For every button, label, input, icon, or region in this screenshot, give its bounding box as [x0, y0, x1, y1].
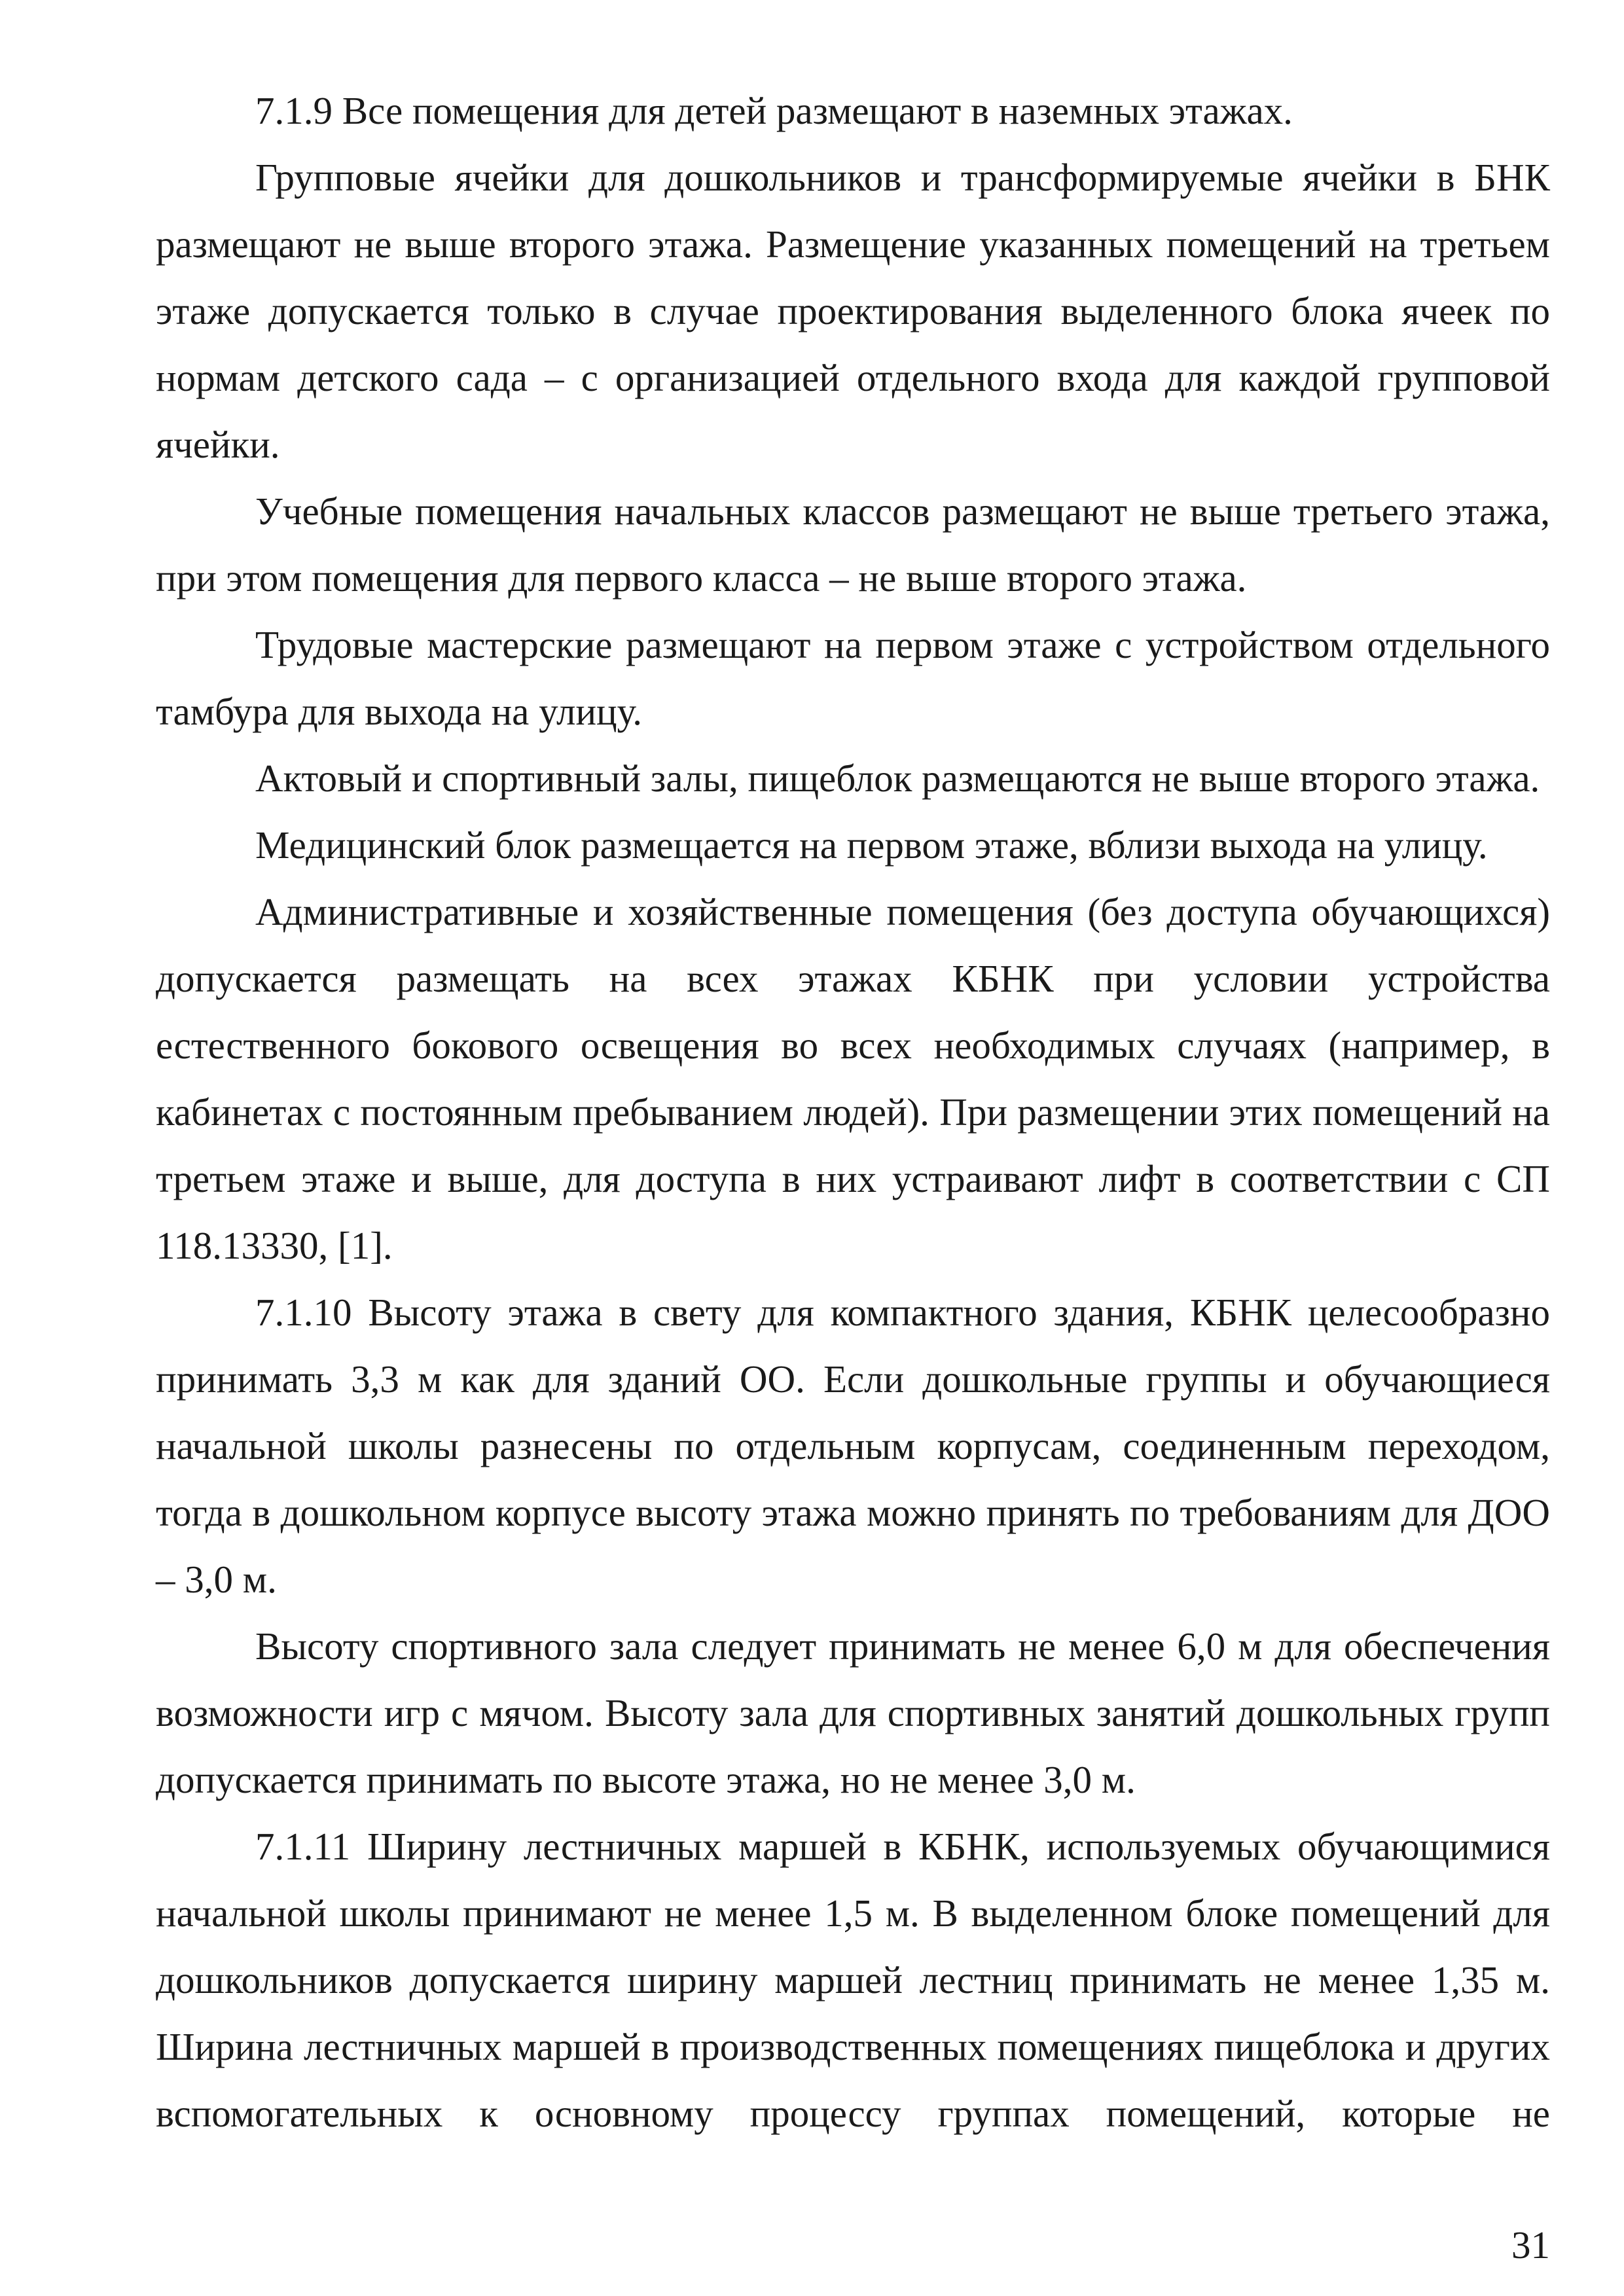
paragraph-primary-classrooms: Учебные помещения начальных классов размещают не выше третьего этажа, при этом помещения для первого класса – не выше второго этажа. — [156, 490, 1550, 600]
paragraph-7-1-9: 7.1.9 Все помещения для детей размещают в наземных этажах. — [255, 89, 1293, 132]
paragraph-group-cells: Групповые ячейки для дошкольников и трансформируемые ячейки в БНК размещают не выше второго этажа. Размещение указанных помещений на третьем этаже допускается только в случае проектирования выделенного блока ячеек по нормам детского сада – с организацией отдельного входа для каждой групповой ячейки. — [156, 156, 1550, 466]
paragraph-medical-block: Медицинский блок размещается на первом этаже, вблизи выхода на улицу. — [255, 823, 1488, 867]
paragraph-7-1-10: 7.1.10 Высоту этажа в свету для компактного здания, КБНК целесообразно принимать 3,3 м как для зданий ОО. Если дошкольные группы и обучающиеся начальной школы разнесены по отдельным корпусам, соединенным переходом, тогда в дошкольном корпусе высоту этажа можно принять по требованиям для ДОО – 3,0 м. — [156, 1291, 1550, 1601]
page-number: 31 — [1511, 2223, 1550, 2267]
paragraph-7-1-11: 7.1.11 Ширину лестничных маршей в КБНК, используемых обучающимися начальной школы принимают не менее 1,5 м. В выделенном блоке помещений для дошкольников допускается ширину маршей лестниц принимать не менее 1,35 м. Ширина лестничных маршей в производственных помещениях пищеблока и других вспомогательных к основному процессу группах помещений, которые не — [156, 1825, 1550, 2135]
paragraph-administrative-rooms: Административные и хозяйственные помещения (без доступа обучающихся) допускается размещать на всех этажах КБНК при условии устройства естественного бокового освещения во всех необходимых случаях (например, в кабинетах с постоянным пребыванием людей). При размещении этих помещений на третьем этаже и выше, для доступа в них устраивают лифт в соответствии с СП 118.13330, [1]. — [156, 890, 1550, 1267]
paragraph-workshops: Трудовые мастерские размещают на первом этаже с устройством отдельного тамбура для выхода на улицу. — [156, 623, 1550, 733]
paragraph-sports-hall-height: Высоту спортивного зала следует принимать не менее 6,0 м для обеспечения возможности игр с мячом. Высоту зала для спортивных занятий дошкольных групп допускается принимать по высоте этажа, но не менее 3,0 м. — [156, 1624, 1550, 1801]
document-body — [156, 77, 1550, 2147]
paragraph-assembly-halls: Актовый и спортивный залы, пищеблок размещаются не выше второго этажа. — [255, 757, 1540, 800]
